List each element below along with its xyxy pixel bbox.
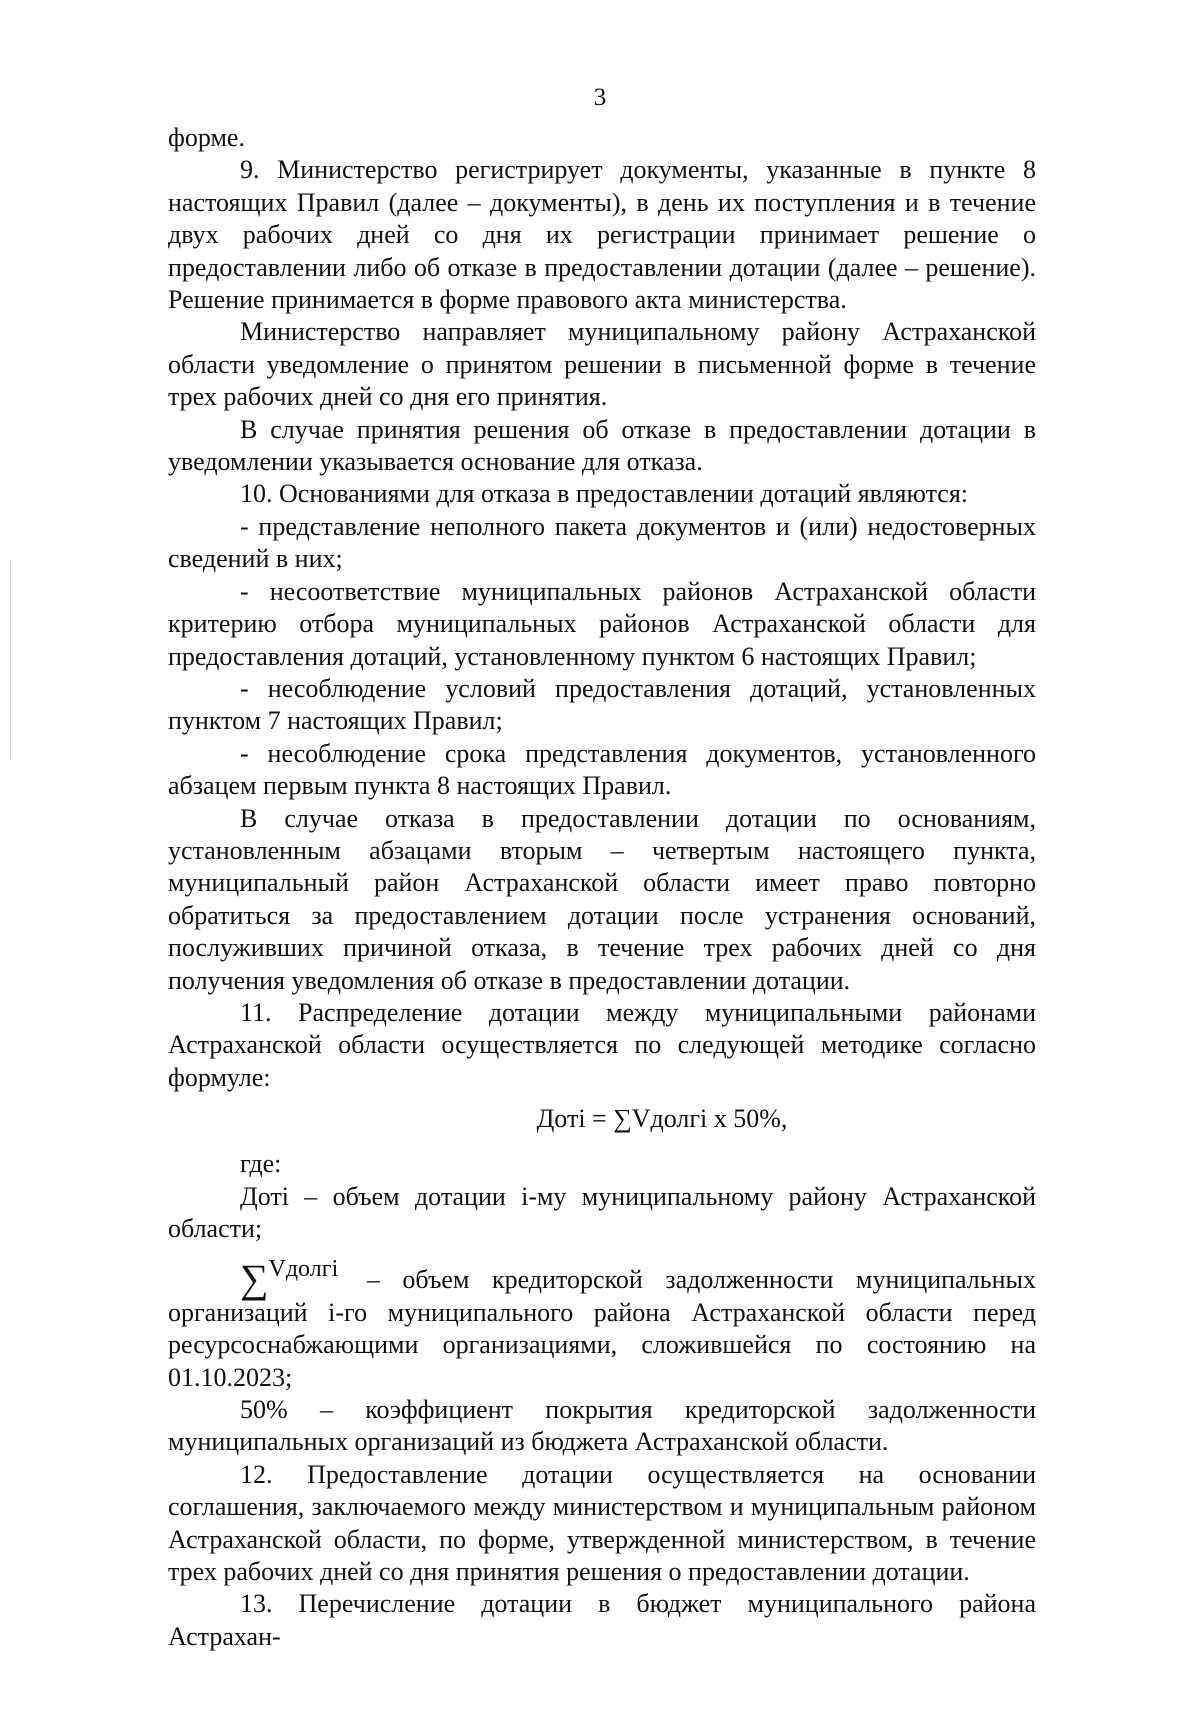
scan-margin-line xyxy=(10,560,11,760)
document-body xyxy=(168,122,1036,1653)
definition-dot: Дотi – объем дотации i-му муниципальному району Астраханской области; xyxy=(168,1181,1036,1243)
paragraph-notification: Министерство направляет муниципальному району Астраханской области уведомление о принятом решении в письменной форме в течение трех рабочих дней со дня его принятия. xyxy=(168,317,1036,412)
list-item-incomplete-docs: - представление неполного пакета документов и (или) недостоверных сведений в них; xyxy=(168,511,1036,574)
paragraph-item-10: 10. Основаниями для отказа в предоставлении дотаций являются: xyxy=(240,479,968,509)
paragraph-item-12: 12. Предоставление дотации осуществляется на основании соглашения, заключаемого между министерством и муниципальным районом Астраханской области, по форме, утвержденной министерством, в течение трех рабочих дней со дня принятия решения о предоставлении дотации. xyxy=(168,1459,1036,1587)
list-item-deadline: - несоблюдение срока представления документов, установленного абзацем первым пункта 8 настоящих Правил. xyxy=(168,738,1036,801)
list-item-conditions: - несоблюдение условий предоставления дотаций, установленных пунктом 7 настоящих Правил; xyxy=(168,673,1036,736)
paragraph-item-9: 9. Министерство регистрирует документы, указанные в пункте 8 настоящих Правил (далее – документы), в день их поступления и в течение двух рабочих дней со дня их регистрации принимает решение о предоставлении либо об отказе в предоставлении дотации (далее – решение). Решение принимается в форме правового акта министерства. xyxy=(168,155,1036,315)
sum-symbol: ∑ xyxy=(240,1256,269,1302)
paragraph-resubmission: В случае отказа в предоставлении дотации по основаниям, установленным абзацами вторым – четвертым настоящего пункта, муниципальный район Астраханской области имеет право повторно обратиться за предоставлением дотации после устранения оснований, послуживших причиной отказа, в течение трех рабочих дней со дня получения уведомления об отказе в предоставлении дотации. xyxy=(168,803,1036,995)
list-item-criteria-mismatch: - несоответствие муниципальных районов Астраханской области критерию отбора муниципальных районов Астраханской области для предоставления дотаций, установленному пунктом 6 настоящих Правил; xyxy=(168,576,1036,671)
distribution-formula: Дотi = ∑Vдолгi x 50%, xyxy=(536,1104,788,1134)
page-number: 3 xyxy=(593,84,607,111)
where-label: где: xyxy=(240,1149,282,1179)
paragraph-item-13: 13. Перечисление дотации в бюджет муниципального района Астрахан- xyxy=(168,1589,1036,1651)
definition-coefficient: 50% – коэффициент покрытия кредиторской задолженности муниципальных организаций из бюджета Астраханской области. xyxy=(168,1395,1036,1457)
sum-variable: Vдолгi xyxy=(268,1256,339,1283)
paragraph-item-11: 11. Распределение дотации между муниципальными районами Астраханской области осуществляется по следующей методике согласно формуле: xyxy=(168,997,1036,1092)
definition-sum xyxy=(168,1245,1036,1394)
paragraph-refusal-reason: В случае принятия решения об отказе в предоставлении дотации в уведомлении указывается основание для отказа. xyxy=(168,414,1036,477)
paragraph-continuation: форме. xyxy=(168,123,245,152)
sum-definition-text: – объем кредиторской задолженности муниципальных организаций i-го муниципального района Астраханской области перед ресурсоснабжающими организациями, сложившейся по состоянию на 01.10.2023; xyxy=(168,1265,1037,1392)
